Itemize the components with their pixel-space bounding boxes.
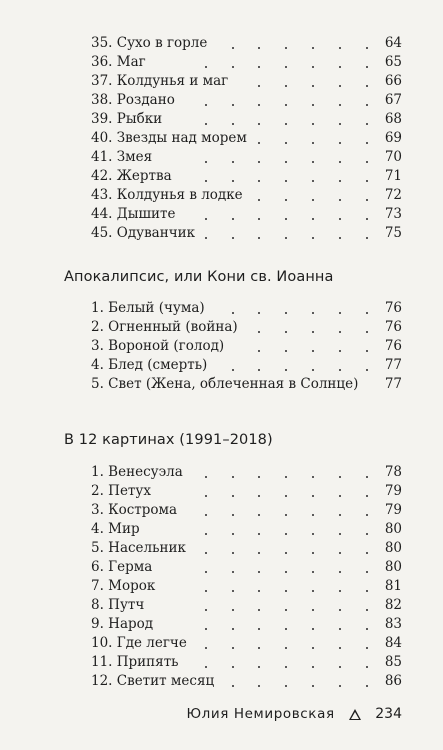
leader-dot <box>258 237 260 239</box>
toc-entry[interactable] <box>0 91 443 110</box>
leader-dot <box>339 609 341 611</box>
leader-dot <box>205 571 207 573</box>
leader-dot <box>366 369 368 371</box>
leader-dots <box>0 299 443 318</box>
leader-dot <box>312 552 314 554</box>
toc-entry-title: 2. Петух <box>91 483 151 499</box>
leader-dots <box>0 53 443 72</box>
leader-dot <box>232 312 234 314</box>
toc-entry-page: 65 <box>384 54 402 70</box>
leader-dot <box>258 552 260 554</box>
leader-dot <box>205 180 207 182</box>
leader-dots <box>0 501 443 520</box>
leader-dot <box>285 685 287 687</box>
leader-dot <box>258 199 260 201</box>
leader-dot <box>366 218 368 220</box>
leader-dot <box>258 312 260 314</box>
toc-entry-page: 72 <box>384 187 402 203</box>
toc-entry-page: 80 <box>384 540 402 556</box>
leader-dot <box>312 476 314 478</box>
leader-dot <box>285 476 287 478</box>
leader-dots <box>0 186 443 205</box>
leader-dot <box>205 161 207 163</box>
leader-dot <box>366 552 368 554</box>
leader-dot <box>205 609 207 611</box>
leader-dot <box>366 628 368 630</box>
toc-entry-title: 40. Звезды над морем <box>91 130 247 146</box>
leader-dot <box>285 590 287 592</box>
leader-dots <box>0 72 443 91</box>
leader-dot <box>205 123 207 125</box>
leader-dot <box>312 47 314 49</box>
leader-dot <box>232 533 234 535</box>
leader-dot <box>258 590 260 592</box>
toc-entry[interactable] <box>0 615 443 634</box>
toc-entry-title: 35. Сухо в горле <box>91 35 208 51</box>
toc-entry-title: 1. Белый (чума) <box>91 300 205 316</box>
toc-entry-title: 44. Дышите <box>91 206 176 222</box>
leader-dot <box>258 218 260 220</box>
toc-entry-page: 67 <box>384 92 402 108</box>
toc-entry-title: 5. Насельник <box>91 540 186 556</box>
leader-dot <box>205 533 207 535</box>
leader-dot <box>312 495 314 497</box>
leader-dot <box>232 369 234 371</box>
leader-dots <box>0 577 443 596</box>
leader-dot <box>366 161 368 163</box>
toc-entry[interactable] <box>0 186 443 205</box>
toc-entry[interactable] <box>0 501 443 520</box>
leader-dot <box>285 552 287 554</box>
leader-dot <box>339 142 341 144</box>
leader-dot <box>366 350 368 352</box>
leader-dot <box>285 533 287 535</box>
toc-entry-page: 83 <box>384 616 402 632</box>
leader-dot <box>232 66 234 68</box>
toc-entry-title: 36. Маг <box>91 54 146 70</box>
toc-entry[interactable] <box>0 110 443 129</box>
leader-dot <box>232 476 234 478</box>
leader-dot <box>366 609 368 611</box>
leader-dot <box>205 476 207 478</box>
toc-entry[interactable] <box>0 577 443 596</box>
leader-dot <box>312 533 314 535</box>
leader-dot <box>339 237 341 239</box>
leader-dot <box>258 142 260 144</box>
leader-dot <box>339 628 341 630</box>
leader-dot <box>339 571 341 573</box>
running-footer <box>187 704 403 724</box>
toc-entry[interactable] <box>0 463 443 482</box>
leader-dot <box>285 85 287 87</box>
toc-entry[interactable] <box>0 205 443 224</box>
toc-entry[interactable] <box>0 318 443 337</box>
toc-entry-page: 85 <box>384 654 402 670</box>
leader-dot <box>366 104 368 106</box>
toc-entry-page: 78 <box>384 464 402 480</box>
leader-dot <box>285 142 287 144</box>
leader-dot <box>339 312 341 314</box>
leader-dot <box>285 514 287 516</box>
section-title: Апокалипсис, или Кони св. Иоанна <box>64 269 334 285</box>
leader-dot <box>285 218 287 220</box>
leader-dot <box>205 628 207 630</box>
toc-entry-page: 73 <box>384 206 402 222</box>
leader-dot <box>366 533 368 535</box>
leader-dots <box>0 318 443 337</box>
leader-dot <box>232 666 234 668</box>
leader-dots <box>0 356 443 375</box>
leader-dot <box>366 571 368 573</box>
leader-dot <box>312 142 314 144</box>
toc-entry[interactable] <box>0 72 443 91</box>
leader-dot <box>339 647 341 649</box>
leader-dot <box>258 180 260 182</box>
toc-entry-page: 70 <box>384 149 402 165</box>
leader-dot <box>258 104 260 106</box>
leader-dot <box>232 180 234 182</box>
leader-dot <box>232 571 234 573</box>
leader-dot <box>285 180 287 182</box>
toc-entry[interactable] <box>0 672 443 691</box>
leader-dot <box>285 66 287 68</box>
leader-dots <box>0 482 443 501</box>
leader-dot <box>205 104 207 106</box>
leader-dot <box>232 123 234 125</box>
toc-entry-title: 12. Светит месяц <box>91 673 215 689</box>
leader-dots <box>0 463 443 482</box>
leader-dot <box>205 647 207 649</box>
toc-entry-title: 37. Колдунья и маг <box>91 73 229 89</box>
leader-dot <box>312 312 314 314</box>
leader-dot <box>339 476 341 478</box>
leader-dot <box>366 312 368 314</box>
toc-entry-page: 86 <box>384 673 402 689</box>
leader-dot <box>312 369 314 371</box>
leader-dots <box>0 110 443 129</box>
toc-entry-page: 79 <box>384 502 402 518</box>
leader-dot <box>258 47 260 49</box>
toc-entry-title: 7. Морок <box>91 578 156 594</box>
leader-dot <box>232 237 234 239</box>
toc-entry-page: 81 <box>384 578 402 594</box>
leader-dot <box>339 552 341 554</box>
toc-entry-title: 41. Змея <box>91 149 153 165</box>
toc-section <box>0 299 443 394</box>
toc-entry-page: 76 <box>384 338 402 354</box>
leader-dot <box>258 685 260 687</box>
leader-dot <box>258 123 260 125</box>
toc-entry[interactable] <box>0 224 443 243</box>
leader-dot <box>258 571 260 573</box>
leader-dot <box>312 571 314 573</box>
toc-entry[interactable] <box>0 167 443 186</box>
leader-dot <box>339 161 341 163</box>
leader-dots <box>0 91 443 110</box>
toc-entry-page: 64 <box>384 35 402 51</box>
leader-dot <box>312 218 314 220</box>
leader-dot <box>366 85 368 87</box>
toc-entry-page: 84 <box>384 635 402 651</box>
leader-dot <box>285 199 287 201</box>
leader-dot <box>312 161 314 163</box>
leader-dot <box>232 552 234 554</box>
leader-dot <box>285 571 287 573</box>
toc-entry[interactable] <box>0 375 443 394</box>
toc-entry[interactable] <box>0 596 443 615</box>
leader-dot <box>339 85 341 87</box>
toc-entry[interactable] <box>0 53 443 72</box>
toc-entry-page: 80 <box>384 521 402 537</box>
leader-dots <box>0 596 443 615</box>
toc-entry-title: 3. Вороной (голод) <box>91 338 225 354</box>
leader-dots <box>0 167 443 186</box>
leader-dot <box>232 609 234 611</box>
leader-dot <box>232 590 234 592</box>
leader-dot <box>339 104 341 106</box>
leader-dot <box>285 237 287 239</box>
page-number: 234 <box>375 706 402 722</box>
toc-entry-title: 1. Венесуэла <box>91 464 183 480</box>
toc-entry-title: 6. Герма <box>91 559 153 575</box>
leader-dot <box>312 628 314 630</box>
leader-dot <box>339 666 341 668</box>
leader-dots <box>0 672 443 691</box>
leader-dot <box>339 369 341 371</box>
leader-dot <box>339 199 341 201</box>
leader-dot <box>312 514 314 516</box>
leader-dot <box>366 476 368 478</box>
leader-dots <box>0 634 443 653</box>
leader-dot <box>366 47 368 49</box>
leader-dot <box>285 331 287 333</box>
leader-dot <box>339 590 341 592</box>
toc-entry-page: 82 <box>384 597 402 613</box>
leader-dot <box>258 161 260 163</box>
leader-dot <box>366 66 368 68</box>
leader-dots <box>0 337 443 356</box>
toc-entry-page: 75 <box>384 225 402 241</box>
leader-dot <box>339 685 341 687</box>
leader-dot <box>285 312 287 314</box>
toc-entry-title: 38. Роздано <box>91 92 175 108</box>
toc-entry[interactable] <box>0 34 443 53</box>
leader-dot <box>232 47 234 49</box>
leader-dot <box>339 47 341 49</box>
leader-dot <box>312 66 314 68</box>
toc-entry-title: 11. Припять <box>91 654 179 670</box>
toc-entry[interactable] <box>0 520 443 539</box>
leader-dot <box>205 218 207 220</box>
toc-entry-page: 71 <box>384 168 402 184</box>
leader-dot <box>312 685 314 687</box>
toc-entry-page: 69 <box>384 130 402 146</box>
leader-dot <box>339 66 341 68</box>
leader-dot <box>312 666 314 668</box>
toc-entry-title: 3. Кострома <box>91 502 178 518</box>
leader-dot <box>339 218 341 220</box>
toc-entry-title: 43. Колдунья в лодке <box>91 187 243 203</box>
leader-dots <box>0 615 443 634</box>
leader-dot <box>312 123 314 125</box>
leader-dot <box>339 514 341 516</box>
toc-entry-page: 76 <box>384 319 402 335</box>
toc-entry[interactable] <box>0 634 443 653</box>
leader-dots <box>0 34 443 53</box>
leader-dot <box>339 180 341 182</box>
toc-entry-page: 68 <box>384 111 402 127</box>
leader-dot <box>366 237 368 239</box>
leader-dot <box>205 514 207 516</box>
toc-entry-title: 8. Путч <box>91 597 145 613</box>
leader-dot <box>285 47 287 49</box>
leader-dot <box>312 331 314 333</box>
toc-entry[interactable] <box>0 148 443 167</box>
leader-dot <box>366 495 368 497</box>
leader-dots <box>0 539 443 558</box>
leader-dot <box>339 350 341 352</box>
leader-dot <box>258 85 260 87</box>
leader-dot <box>258 350 260 352</box>
leader-dot <box>258 533 260 535</box>
leader-dot <box>232 647 234 649</box>
leader-dot <box>339 533 341 535</box>
toc-entry-title: 2. Огненный (война) <box>91 319 238 335</box>
leader-dot <box>258 476 260 478</box>
toc-entry-title: 10. Где легче <box>91 635 187 651</box>
leader-dot <box>258 369 260 371</box>
leader-dot <box>366 123 368 125</box>
leader-dot <box>205 495 207 497</box>
toc-entry-title: 45. Одуванчик <box>91 225 196 241</box>
toc-entry-page: 77 <box>384 376 402 392</box>
leader-dots <box>0 129 443 148</box>
leader-dot <box>285 104 287 106</box>
leader-dot <box>366 647 368 649</box>
leader-dot <box>366 666 368 668</box>
toc-entry[interactable] <box>0 653 443 672</box>
leader-dot <box>205 666 207 668</box>
toc-entry-page: 77 <box>384 357 402 373</box>
leader-dot <box>339 331 341 333</box>
leader-dot <box>285 495 287 497</box>
toc-entry[interactable] <box>0 356 443 375</box>
leader-dot <box>366 590 368 592</box>
toc-entry[interactable] <box>0 558 443 577</box>
leader-dot <box>205 590 207 592</box>
leader-dot <box>366 685 368 687</box>
leader-dot <box>232 514 234 516</box>
leader-dot <box>258 514 260 516</box>
toc-entry[interactable] <box>0 129 443 148</box>
leader-dot <box>285 666 287 668</box>
leader-dot <box>285 123 287 125</box>
leader-dot <box>258 628 260 630</box>
leader-dot <box>285 369 287 371</box>
footer-author: Юлия Немировская <box>186 706 335 722</box>
leader-dot <box>232 218 234 220</box>
toc-entry-title: 5. Свет (Жена, облеченная в Солнце) <box>91 376 359 392</box>
toc-entry[interactable] <box>0 299 443 318</box>
leader-dots <box>0 148 443 167</box>
triangle-ornament-icon <box>349 709 361 720</box>
leader-dot <box>312 350 314 352</box>
leader-dot <box>366 199 368 201</box>
leader-dots <box>0 375 443 394</box>
leader-dot <box>285 628 287 630</box>
toc-entry-page: 80 <box>384 559 402 575</box>
leader-dot <box>366 514 368 516</box>
leader-dot <box>258 666 260 668</box>
leader-dot <box>258 331 260 333</box>
leader-dot <box>312 85 314 87</box>
toc-entry-title: 42. Жертва <box>91 168 172 184</box>
leader-dot <box>339 123 341 125</box>
leader-dot <box>312 104 314 106</box>
section-title: В 12 картинах (1991–2018) <box>64 432 273 448</box>
leader-dot <box>312 590 314 592</box>
toc-section <box>0 34 443 243</box>
leader-dot <box>232 104 234 106</box>
leader-dot <box>312 180 314 182</box>
toc-entry-page: 66 <box>384 73 402 89</box>
toc-entry-title: 4. Мир <box>91 521 140 537</box>
leader-dot <box>312 237 314 239</box>
leader-dot <box>312 647 314 649</box>
leader-dot <box>366 142 368 144</box>
leader-dot <box>232 685 234 687</box>
toc-entry-title: 9. Народ <box>91 616 154 632</box>
leader-dot <box>258 495 260 497</box>
toc-entry-page: 79 <box>384 483 402 499</box>
toc-entry[interactable] <box>0 337 443 356</box>
leader-dots <box>0 558 443 577</box>
leader-dot <box>366 331 368 333</box>
leader-dot <box>339 495 341 497</box>
leader-dots <box>0 205 443 224</box>
toc-entry[interactable] <box>0 482 443 501</box>
leader-dots <box>0 520 443 539</box>
leader-dot <box>258 609 260 611</box>
leader-dot <box>205 552 207 554</box>
leader-dot <box>285 161 287 163</box>
leader-dot <box>285 609 287 611</box>
leader-dot <box>258 647 260 649</box>
leader-dot <box>205 66 207 68</box>
toc-section <box>0 463 443 691</box>
leader-dot <box>312 199 314 201</box>
leader-dot <box>285 647 287 649</box>
toc-entry-title: 4. Блед (смерть) <box>91 357 208 373</box>
leader-dot <box>232 628 234 630</box>
leader-dot <box>258 66 260 68</box>
leader-dot <box>366 180 368 182</box>
leader-dot <box>232 495 234 497</box>
toc-entry[interactable] <box>0 539 443 558</box>
toc-entry-title: 39. Рыбки <box>91 111 163 127</box>
leader-dot <box>205 237 207 239</box>
leader-dot <box>312 609 314 611</box>
leader-dot <box>232 161 234 163</box>
leader-dot <box>285 350 287 352</box>
leader-dots <box>0 224 443 243</box>
leader-dots <box>0 653 443 672</box>
toc-entry-page: 76 <box>384 300 402 316</box>
